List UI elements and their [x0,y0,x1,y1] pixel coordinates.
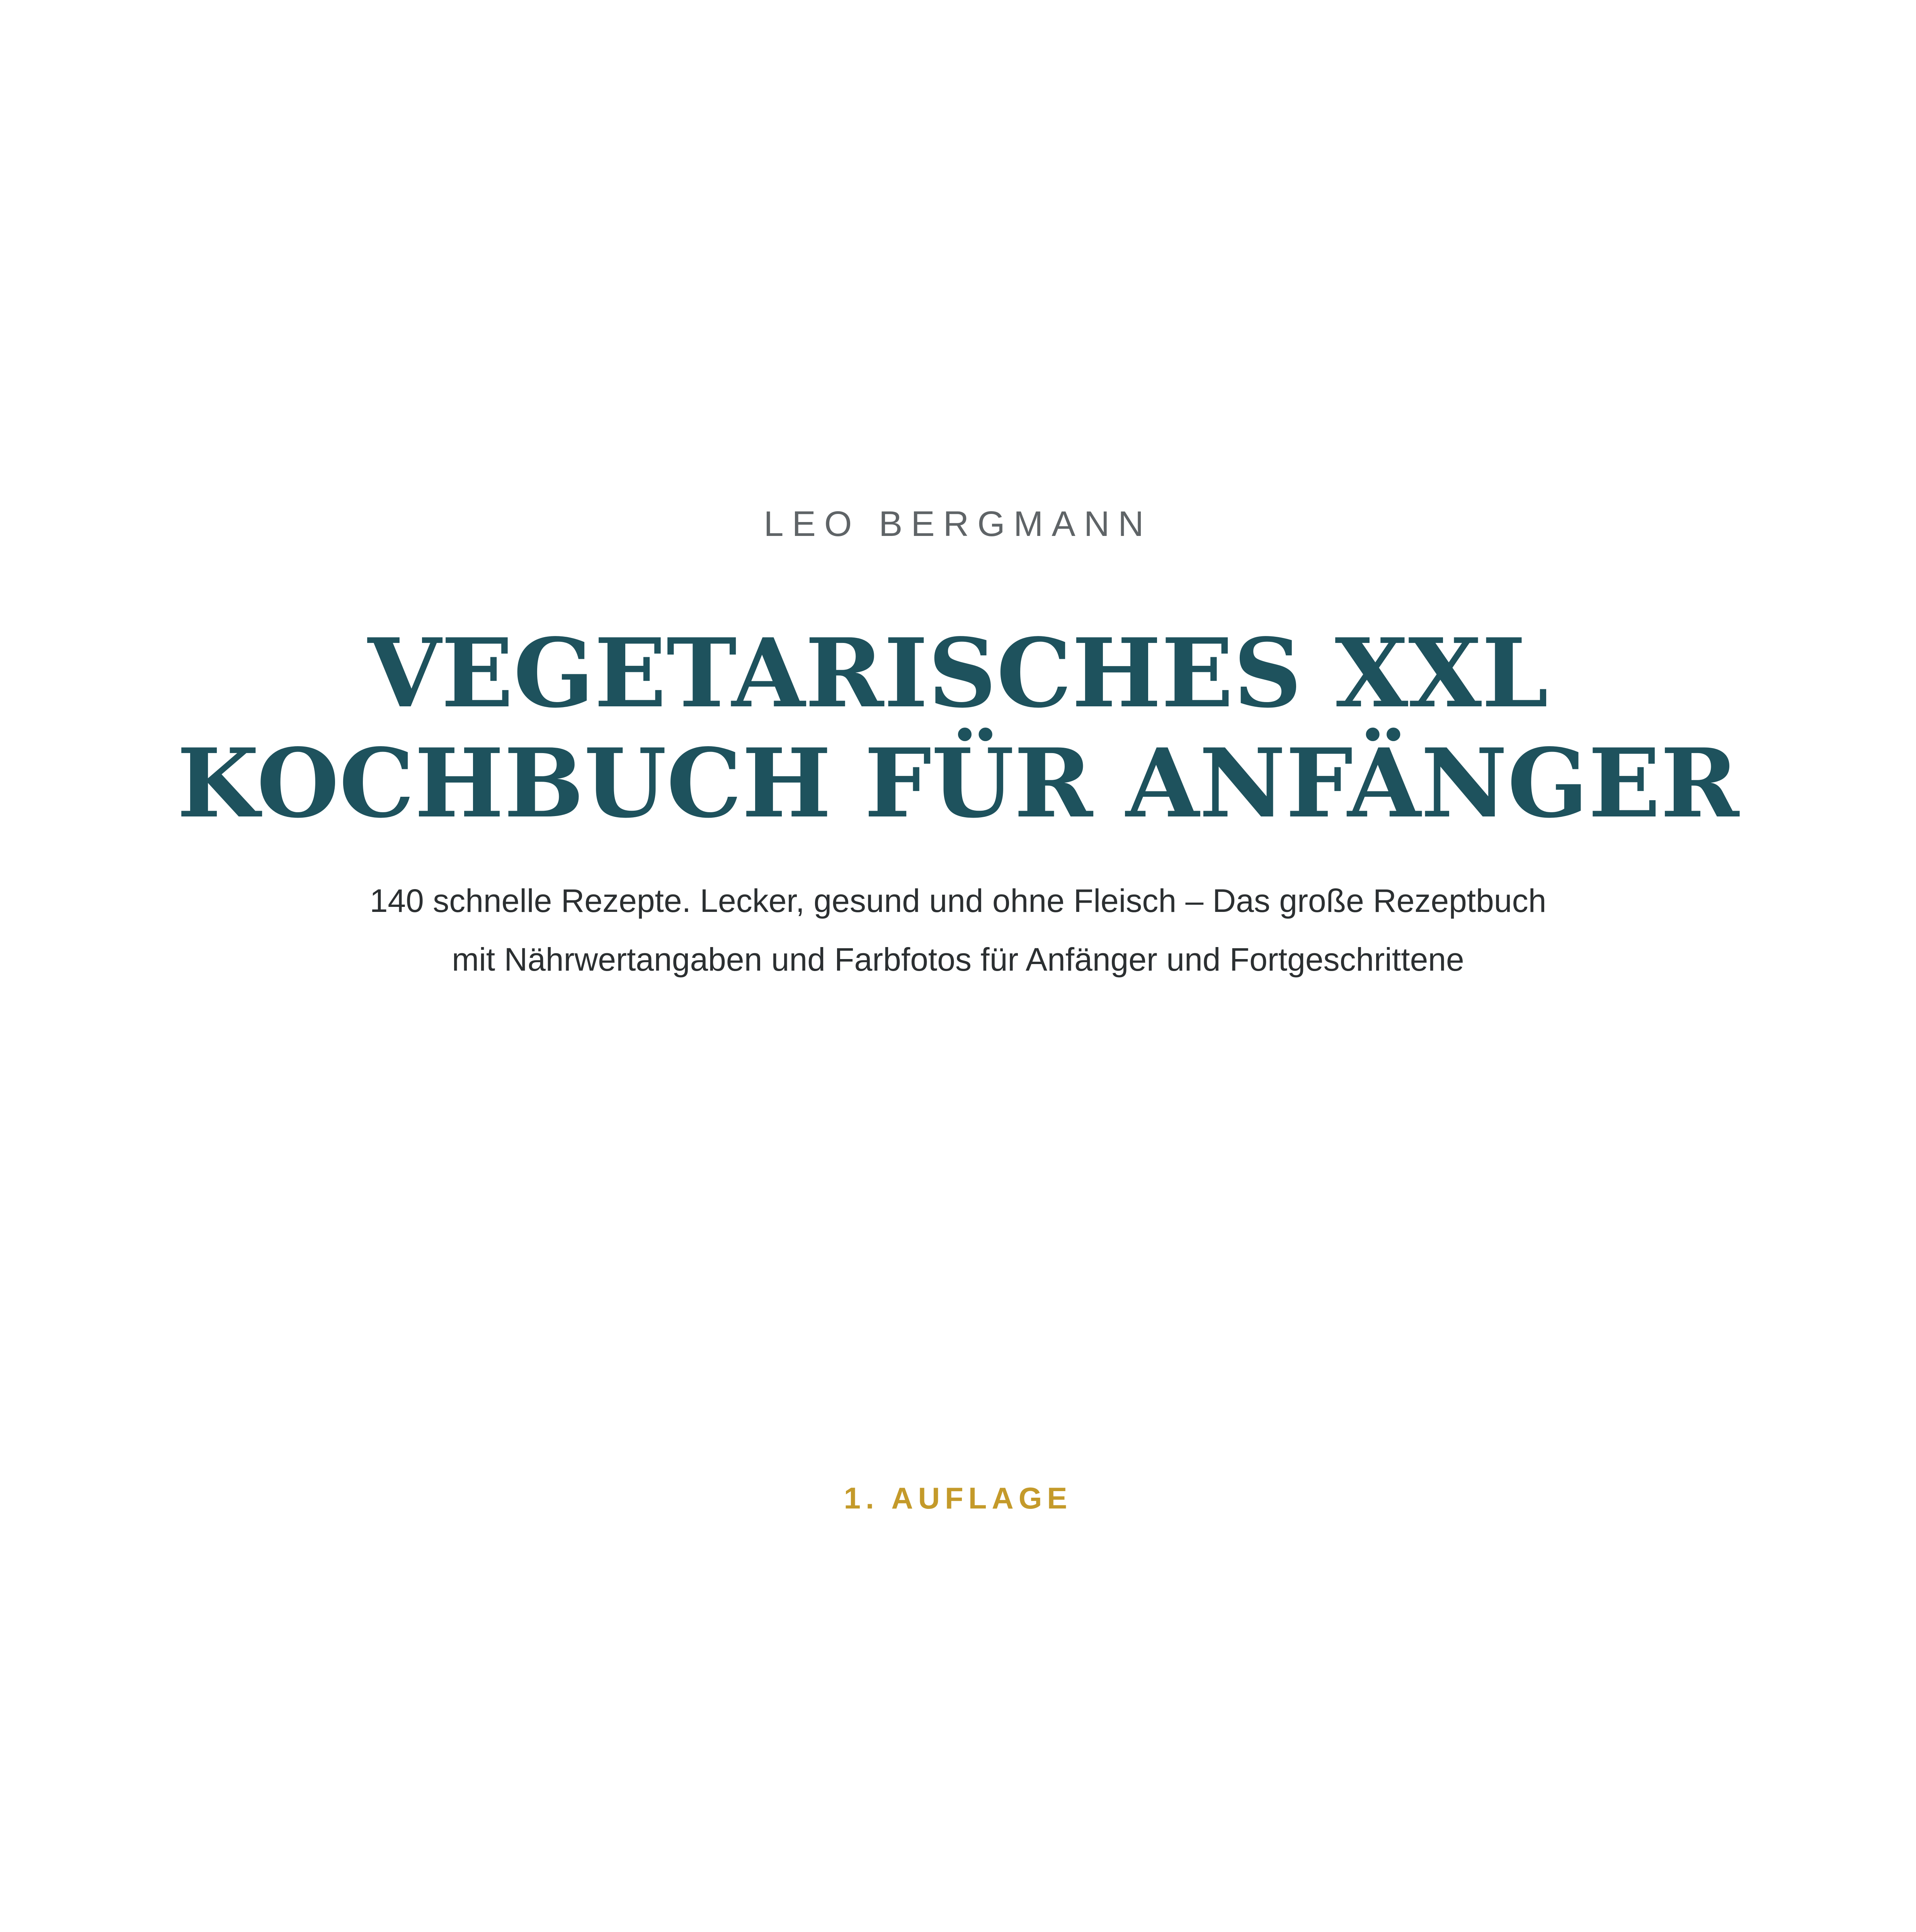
book-subtitle [155,871,1761,989]
book-title-line-1: VEGETARISCHES XXL [368,617,1548,729]
book-subtitle-line-1: 140 schnelle Rezepte. Lecker, gesund und ohne Fleisch – Das große Rezeptbuch [369,883,1547,919]
author-name: LEO BERGMANN [764,504,1152,544]
book-title-line-2: KOCHBUCH FÜR ANFÄNGER [177,728,1739,839]
book-subtitle-line-2: mit Nährwertangaben und Farbfotos für Anfänger und Fortgeschrittene [452,941,1464,978]
edition-label: 1. AUFLAGE [844,1481,1072,1515]
book-title [77,618,1839,838]
